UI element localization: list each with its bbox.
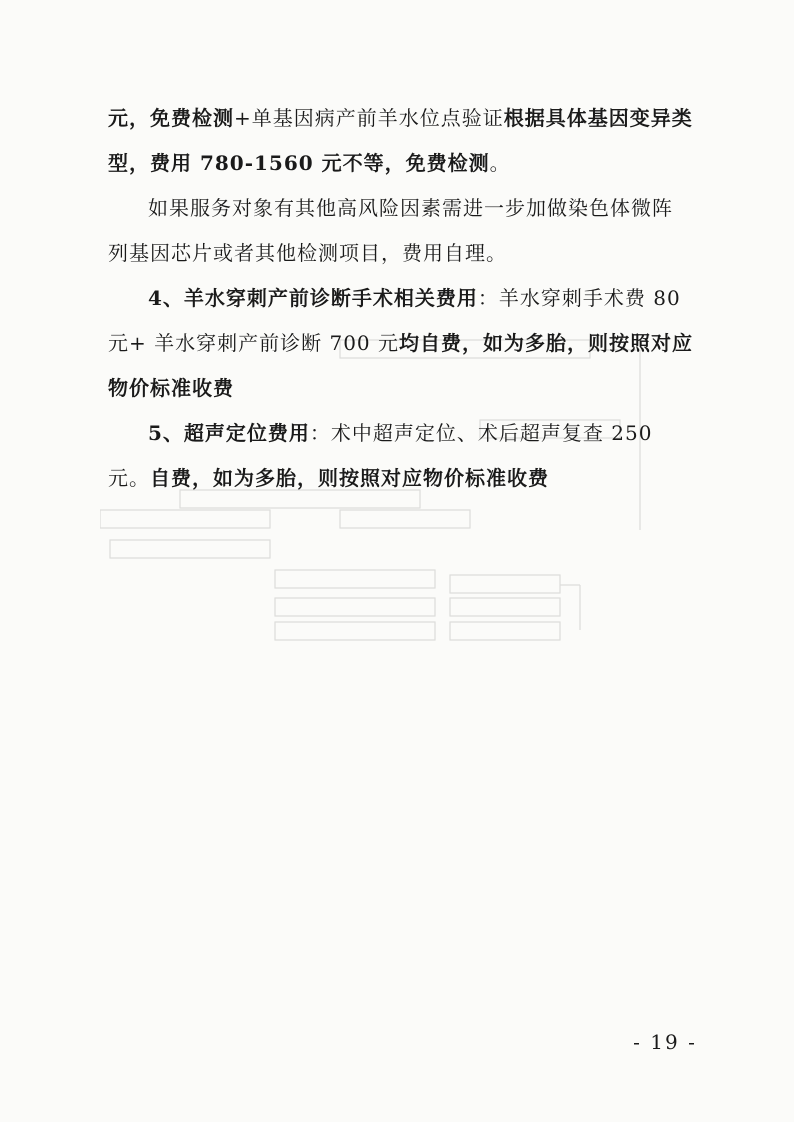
text-run: 自费，如为多胎，则按照对应物价标准收费 — [150, 466, 549, 490]
text-run: 根据具体基因变异类型，费用 780-1560 元不等，免费检测 — [108, 106, 693, 175]
paragraph-amniocentesis-fees — [108, 276, 693, 411]
text-run: 。 — [489, 151, 511, 175]
document-body — [108, 96, 693, 501]
paragraph-additional-tests — [108, 186, 693, 276]
text-run: 元，免费检测 — [108, 106, 234, 130]
paragraph-ultrasound-fees — [108, 411, 693, 501]
text-run: +单基因病产前羊水位点验证 — [234, 106, 504, 130]
text-run: ：术中超声定位、术后超声复查 250 元。 — [108, 421, 653, 490]
text-run: ：羊水穿刺手术费 80 元+ 羊水穿刺产前诊断 700 元 — [108, 286, 681, 355]
paragraph-genetic-testing — [108, 96, 693, 186]
text-run: 均自费，如为多胎，则按照对应物价标准收费 — [108, 331, 694, 400]
text-run: 如果服务对象有其他高风险因素需进一步加做染色体微阵列基因芯片或者其他检测项目，费用自理。 — [108, 196, 673, 265]
text-run: 5、超声定位费用 — [148, 421, 310, 445]
text-run: 4、羊水穿刺产前诊断手术相关费用 — [148, 286, 478, 310]
page-number: - 19 - — [633, 1030, 697, 1054]
